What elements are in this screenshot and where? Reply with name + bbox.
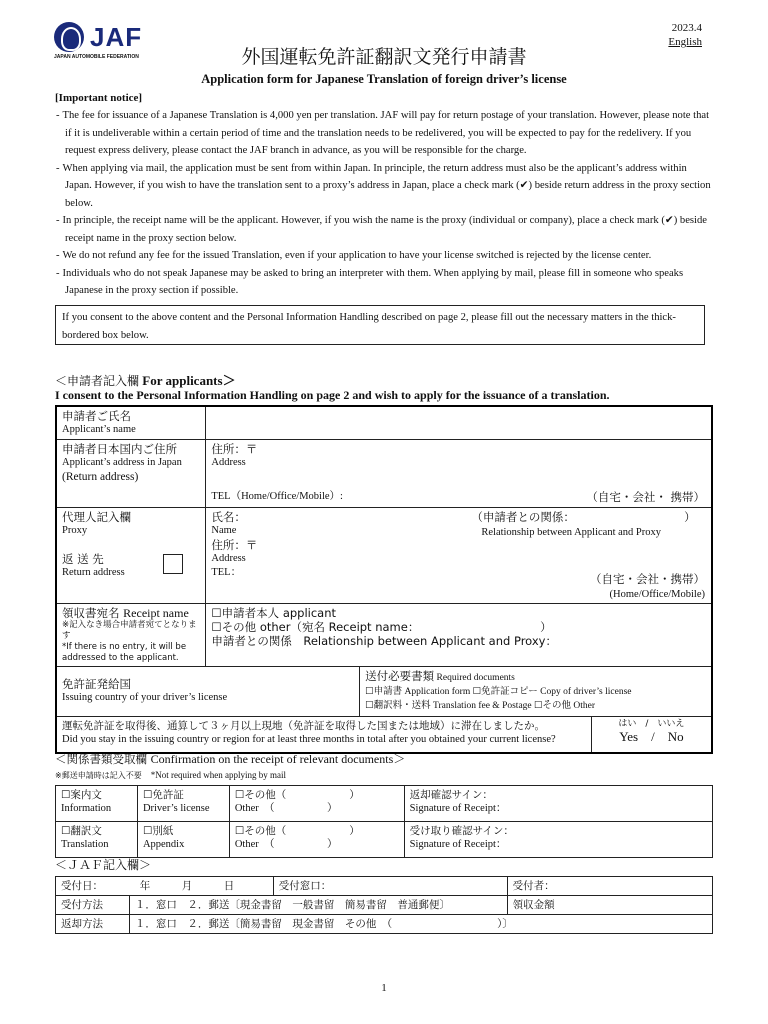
notice-item: - We do not refund any fee for the issued Translation, even if your application to have your license switched is rejected by the license center.: [56, 250, 652, 261]
doc-license-check[interactable]: ☐免許証 Driver’s license: [137, 786, 229, 822]
notice-heading: [Important notice]: [55, 92, 143, 104]
doc-other-check-2[interactable]: ☐その他（ ） Other （ ）: [229, 822, 404, 858]
receipt-amount-field[interactable]: 領収金額: [507, 896, 712, 915]
form-year: 2023.4: [671, 22, 702, 34]
stay-answer-field[interactable]: はい / いいえ Yes / No: [591, 717, 712, 753]
doc-appendix-check[interactable]: ☐別紙 Appendix: [137, 822, 229, 858]
receipt-date-field[interactable]: 受付日： 年 月 日: [56, 877, 274, 896]
docs-checklist-1[interactable]: ☐申請書 Application form ☐免許証コピー Copy of driver’s license: [365, 687, 632, 697]
doc-translation-check[interactable]: ☐翻訳文 Translation: [56, 822, 138, 858]
return-method-label: 返却方法: [56, 915, 130, 934]
return-method-options[interactable]: １．窓口 ２．郵送〔簡易書留 現金書留 その他 （ ）〕: [129, 915, 712, 934]
applicant-form-table: [55, 405, 713, 754]
consent-statement: I consent to the Personal Information Handling on page 2 and wish to apply for the issuance of a translation.: [55, 388, 610, 402]
doc-other-check[interactable]: ☐その他（ ） Other （ ）: [229, 786, 404, 822]
proxy-tel-type-en: (Home/Office/Mobile): [609, 589, 705, 600]
applicant-name-field[interactable]: [206, 406, 712, 440]
return-signature-field[interactable]: 返却確認サイン： Signature of Receipt：: [404, 786, 712, 822]
receiver-field[interactable]: 受付者：: [507, 877, 712, 896]
applicant-section-heading: ＜申請者記入欄 For applicants＞: [55, 373, 236, 388]
required-documents: 送付必要書類 Required documents ☐申請書 Application form ☐免許証コピー Copy of driver’s license ☐翻訳料・送料 Translation fee & Postage ☐その他 Other: [360, 667, 712, 717]
docs-checklist-2[interactable]: ☐翻訳料・送料 Translation fee & Postage ☐その他 Other: [365, 701, 596, 711]
applicant-tel-type: （自宅・会社・ 携帯）: [586, 490, 705, 504]
proxy-label: 代理人記入欄 Proxy 返 送 先 Return address: [56, 508, 206, 604]
receipt-section-heading: ＜関係書類受取欄 Confirmation on the receipt of relevant documents＞: [55, 752, 406, 766]
notice-item: - When applying via mail, the application must be sent from within Japan. In principle, the return address must also be the applicant’s address within Japan. However, if you wish to have the translation sent to a proxy’s address in Japan, place a check mark (✔) beside return address in the proxy section below.: [56, 162, 711, 209]
notice-item: - Individuals who do not speak Japanese may be asked to bring an interpreter with them. When applying by mail, please fill in someone who speaks Japanese in the proxy section if possible.: [56, 267, 684, 296]
method-options[interactable]: １．窓口 ２．郵送〔現金書留 一般書留 簡易書留 普通郵便〕: [129, 896, 507, 915]
applicant-tel-label: TEL（Home/Office/Mobile）:: [211, 491, 343, 502]
jaf-section-heading: ＜ＪＡＦ記入欄＞: [55, 858, 152, 872]
applicant-name-label: 申請者ご氏名 Applicant’s name: [56, 406, 206, 440]
receipt-option-other[interactable]: ☐その他 other（宛名 Receipt name： ）: [211, 620, 552, 634]
doc-information-check[interactable]: ☐案内文 Information: [56, 786, 138, 822]
receipt-window-field[interactable]: 受付窓口：: [273, 877, 507, 896]
title-japanese: 外国運転免許証翻訳文発行申請書: [241, 46, 527, 68]
documents-receipt-table: [55, 785, 713, 858]
receipt-name-label: 領収書宛名 Receipt name ※記入なき場合申請者宛てとなります *If there is no entry, it will be addressed to the applicant.: [56, 604, 206, 667]
logo-subtitle: JAPAN AUTOMOBILE FEDERATION: [54, 54, 139, 60]
notice-item: - The fee for issuance of a Japanese Translation is 4,000 yen per translation. JAF will pay for return postage of your translation. However, please note that if it is undeliverable within a certain period of time and the translation needs to be redelivered, you will be expected to pay for the redelivery. If you request express delivery, please contact the JAF branch in advance, as you will be responsible for the charge.: [56, 110, 710, 156]
proxy-relationship-label: （申請者との関係： ）: [471, 510, 696, 524]
method-label: 受付方法: [56, 896, 130, 915]
stay-question: 運転免許証を取得後、通算して３ヶ月以上現地（免許証を取得した国または地域）に滞在しましたか。 Did you stay in the issuing country or region for at least three months in total after you obtained your current license?: [56, 717, 591, 753]
receipt-name-field[interactable]: [206, 604, 712, 667]
language-label: English: [668, 36, 702, 48]
receipt-option-applicant[interactable]: ☐申請者本人 applicant: [211, 606, 337, 620]
notice-list: [54, 107, 714, 300]
issuing-country-field[interactable]: 免許証発給国 Issuing country of your driver’s license: [56, 667, 360, 717]
consent-instruction-box: If you consent to the above content and the Personal Information Handling described on page 2, please fill out the necessary matters in the thick-bordered box below.: [55, 305, 705, 345]
jaf-table: [55, 876, 713, 934]
proxy-tel-type: （自宅・会社・携帯）: [590, 572, 705, 586]
applicant-address-label: 申請者日本国内ご住所 Applicant’s address in Japan (Return address): [56, 440, 206, 508]
applicant-address-field[interactable]: 住所：〒 Address TEL（Home/Office/Mobile）: （自宅・会社・ 携帯）: [206, 440, 712, 508]
notice-item: - In principle, the receipt name will be the applicant. However, if you wish the name is the proxy (individual or company), place a check mark (✔) beside receipt name in the proxy section below.: [56, 215, 707, 244]
receipt-relationship: 申請者との関係 Relationship between Applicant and Proxy：: [211, 634, 557, 648]
title-english: Application form for Japanese Translation of foreign driver’s license: [201, 72, 567, 86]
proxy-relationship-en: Relationship between Applicant and Proxy: [481, 527, 661, 538]
mail-note: ※郵送申請時は記入不要 *Not required when applying by mail: [55, 770, 286, 780]
page-number: 1: [381, 982, 387, 994]
return-address-checkbox[interactable]: [163, 554, 183, 574]
proxy-field[interactable]: 氏名： Name 住所：〒 Address TEL： （申請者との関係： ） Relationship between Applicant and Proxy （自宅・会社・携帯） (Home/Office/Mobile): [206, 508, 712, 604]
receipt-signature-field[interactable]: 受け取り確認サイン： Signature of Receipt：: [404, 822, 712, 858]
logo-text: JAF: [90, 22, 143, 52]
